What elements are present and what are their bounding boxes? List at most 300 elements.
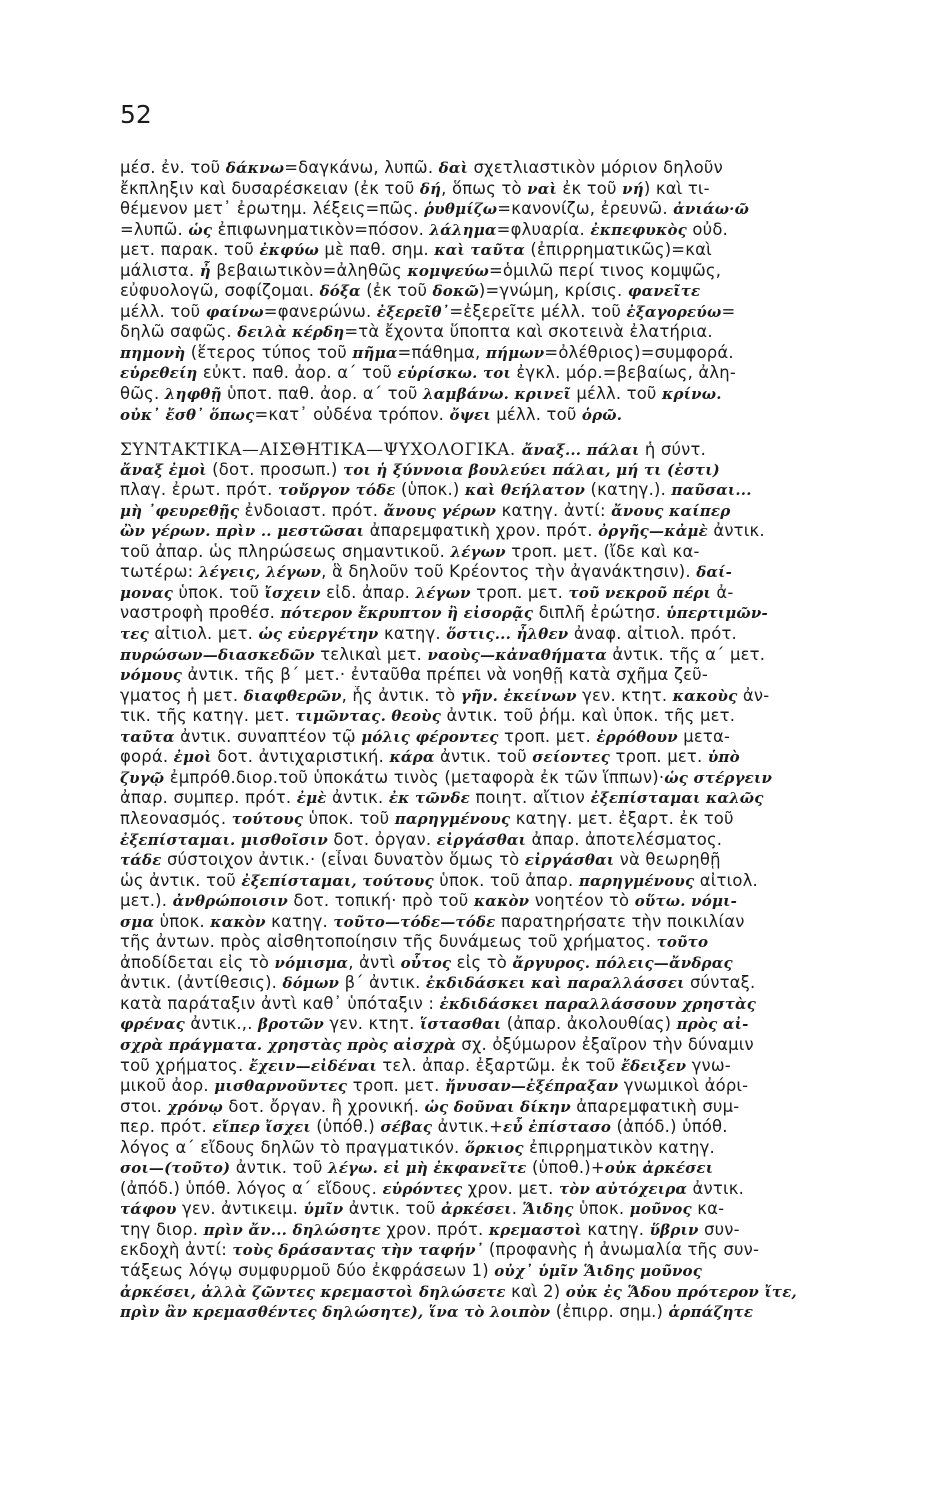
greek-term: πότερον ἔκρυπτον ἢ εἰσορᾷς	[280, 604, 534, 623]
vocabulary-block	[120, 158, 923, 425]
block2-line	[120, 501, 923, 522]
greek-term: ἀνθρώποισιν	[172, 892, 288, 911]
greek-term: ὄψει	[449, 405, 491, 424]
greek-term: διαφθερῶν	[243, 686, 342, 705]
greek-term: ἐκδιδάσκει παραλλάσσουν χρηστὰς	[439, 994, 757, 1013]
block1-line	[120, 302, 923, 323]
greek-term: ναὶ	[527, 179, 557, 198]
gloss-text: =φλυαρία.	[496, 219, 591, 239]
gloss-text: μετ. παρακ. τοῦ	[120, 240, 260, 260]
greek-term: σμα	[120, 912, 155, 931]
greek-term: ἁρπάζητε	[668, 1303, 754, 1322]
greek-term: εὑρόντες	[382, 1179, 463, 1198]
block2-line	[120, 830, 923, 851]
gloss-text: =	[721, 301, 736, 321]
greek-term: Ἅιδης	[522, 1200, 574, 1219]
gloss-text: ἀντικ. (ἀντίθεσις).	[120, 973, 283, 993]
greek-term: πημονὴ	[120, 343, 186, 362]
greek-term: ἐκδιδάσκει καὶ παραλλάσσει	[425, 974, 685, 993]
block2-line	[120, 542, 923, 563]
block1-line	[120, 179, 923, 200]
gloss-text: γνωμικοὶ ἀόρι-	[618, 1076, 749, 1096]
gloss-text: ἀ-	[710, 582, 734, 602]
commentary-text	[120, 158, 923, 1323]
gloss-text: τροπ. μετ. (ἴδε καὶ κα-	[505, 541, 700, 561]
gloss-text: ἀπαρ. συμπερ. πρότ.	[120, 788, 297, 808]
greek-term: σέβας	[380, 1118, 433, 1137]
gloss-text: ἀντικ.	[707, 521, 765, 541]
block2-line	[120, 1220, 923, 1241]
gloss-text: σχ. ὀξύμωρον ἐξαῖρον τὴν δύναμιν	[455, 1034, 754, 1054]
gloss-text: , ἧς ἀντικ. τὸ	[341, 685, 461, 705]
greek-term: λέγων	[450, 542, 506, 561]
gloss-text: μέλλ. τοῦ	[490, 404, 582, 424]
block2-line	[120, 562, 923, 583]
section-heading: ΣΥΝΤΑΚΤΙΚΑ—ΑΙΣΘΗΤΙΚΑ—ΨΥΧΟΛΟΓΙΚΑ.	[120, 439, 522, 460]
gloss-text: ἐνδοιαστ. πρότ.	[239, 500, 384, 520]
gloss-text: δηλῶ σαφῶς.	[120, 322, 238, 342]
greek-term: λάλημα	[429, 220, 497, 239]
greek-term: παρηγμένους	[394, 809, 511, 828]
gloss-text: ὑποτ. παθ. ἀορ. α΄ τοῦ	[221, 384, 423, 404]
gloss-text: ἀντικ. τοῦ	[343, 1199, 441, 1219]
greek-term: ὅρκιος	[464, 1138, 524, 1157]
gloss-text: ) καὶ τι-	[643, 178, 710, 198]
block2-line	[120, 439, 923, 460]
block2-line	[120, 706, 923, 727]
gloss-text: ἀντικ.	[687, 1178, 744, 1198]
gloss-text: αἰτιολ. μετ.	[148, 624, 259, 644]
gloss-text: (ἀπόδ.) ὑπόθ.	[611, 1117, 728, 1137]
gloss-text: ἀντικ.+	[432, 1117, 504, 1137]
gloss-text: τοῦ χρήματος.	[120, 1055, 249, 1075]
greek-term: μὴ ᾽φευρεθῇς	[120, 501, 240, 520]
greek-term: δοκῶ	[432, 282, 479, 301]
greek-term: ὕβριν	[649, 1220, 699, 1239]
block2-line	[120, 747, 923, 768]
gloss-text: μέλλ. τοῦ	[570, 384, 663, 404]
gloss-text: μικοῦ ἀορ.	[120, 1076, 215, 1096]
greek-term: ἴσχειν	[264, 583, 321, 602]
greek-term: ἐμὲ	[296, 789, 327, 808]
gloss-text: ἀπαρεμφατικὴ χρον. πρότ.	[364, 521, 599, 541]
block1-line	[120, 158, 923, 179]
gloss-text: τελ. ἀπαρ. ἐξαρτῶμ. ἐκ τοῦ	[376, 1055, 621, 1075]
gloss-text: ἐπιρρηματικὸν κατηγ.	[523, 1137, 715, 1157]
gloss-text: τικ. τῆς κατηγ. μετ.	[120, 706, 296, 726]
gloss-text: μετα-	[677, 726, 731, 746]
greek-term: πρὶν ἂν κρεμασθέντες δηλώσητε), ἵνα τὸ λοιπὸν	[120, 1303, 551, 1322]
greek-term: ὑμῖν	[303, 1200, 344, 1219]
greek-term: παρηγμένους	[578, 871, 695, 890]
greek-term: εἴπερ ἴσχει	[212, 1118, 311, 1137]
block2-line	[120, 686, 923, 707]
greek-term: ὑπὸ	[707, 748, 740, 767]
greek-term: λαμβάνω. κρινεῖ	[422, 385, 571, 404]
gloss-text: , ἃ δηλοῦν τοῦ Κρέοντος τὴν ἀγανάκτησιν).	[321, 562, 697, 582]
greek-term: οὕτω. νόμι-	[634, 892, 738, 911]
gloss-text: τηγ διορ.	[120, 1219, 204, 1239]
greek-term: φαίνω	[205, 302, 264, 321]
greek-term: δόξα	[319, 282, 361, 301]
gloss-text: β΄ ἀντικ.	[339, 973, 426, 993]
gloss-text: νοητέον τὸ	[529, 891, 635, 911]
gloss-text: τροπ. μετ.	[470, 582, 569, 602]
gloss-text: κα-	[691, 1199, 725, 1219]
greek-term: βροτῶν	[258, 1015, 324, 1034]
gloss-text: εκδοχὴ ἀντί:	[120, 1240, 233, 1260]
greek-term: οὐκ ἐς Ἅδου πρότερον ἴτε,	[565, 1282, 797, 1301]
gloss-text: εὐφυολογῶ, σοφίζομαι.	[120, 281, 320, 301]
gloss-text: ἡ σύντ.	[639, 440, 707, 460]
greek-term: νόμους	[120, 666, 183, 685]
greek-term: ναοὺς—κἀναθήματα	[427, 645, 608, 664]
greek-term: ἄνους γέρων	[383, 501, 497, 520]
block2-line	[120, 665, 923, 686]
block2-line	[120, 912, 923, 933]
greek-term: ὀργῆς—κἀμὲ	[598, 522, 708, 541]
block2-line	[120, 973, 923, 994]
greek-term: πρὶν ἄν... δηλώσητε	[203, 1220, 381, 1239]
greek-term: τες	[120, 625, 149, 644]
greek-term: εὑρεθείη	[120, 364, 198, 383]
gloss-text: (ἀπόδ.) ὑπόθ. λόγος α΄ εἴδους.	[120, 1178, 383, 1198]
block1-line	[120, 363, 923, 384]
section-gap	[120, 425, 923, 439]
block2-line	[120, 1056, 923, 1077]
gloss-text: λόγος α΄ εἴδους δηλῶν τὸ πραγματικόν.	[120, 1137, 465, 1157]
gloss-text: κατηγ.	[265, 911, 334, 931]
block2-line	[120, 994, 923, 1015]
greek-term: μοῦνος	[629, 1200, 692, 1219]
block2-line	[120, 624, 923, 645]
gloss-text: συν-	[698, 1219, 740, 1239]
greek-term: τοῦτο	[656, 933, 709, 952]
gloss-text: γεν. κτητ.	[323, 1014, 420, 1034]
greek-term: λέγων	[415, 583, 471, 602]
greek-term: ἔδειξεν	[620, 1056, 687, 1075]
greek-term: χρόνῳ	[167, 1097, 223, 1116]
gloss-text: τροπ. μετ.	[610, 747, 708, 767]
block2-line	[120, 603, 923, 624]
gloss-text: κατηγ.	[378, 624, 447, 644]
gloss-text: =δαγκάνω, λυπῶ.	[284, 158, 439, 177]
gloss-text: ἀντικ. συναπτέον τῷ	[174, 726, 362, 746]
block2-line	[120, 1179, 923, 1200]
block2-line	[120, 932, 923, 953]
greek-term: μόλις φέροντες	[361, 727, 499, 746]
gloss-text: σχετλιαστικὸν μόριον δηλοῦν	[468, 158, 723, 177]
block2-line	[120, 583, 923, 604]
greek-term: δόμων	[282, 974, 340, 993]
block2-line	[120, 645, 923, 666]
greek-term: τὸν αὐτόχειρα	[558, 1179, 688, 1198]
gloss-text: ἀντικ. τῆς α΄ μετ.	[607, 644, 766, 664]
block2-line	[120, 1199, 923, 1220]
greek-term: ἐκπεφυκὸς	[590, 220, 688, 239]
gloss-text: μέλλ. τοῦ	[120, 301, 206, 321]
gloss-text: (ὑποκ.)	[395, 480, 465, 500]
gloss-text: τάξεως λόγῳ συμφυρμοῦ δύο ἐκφράσεων 1)	[120, 1260, 495, 1280]
greek-term: δειλὰ κέρδη	[237, 323, 345, 342]
block2-line	[120, 1076, 923, 1097]
greek-term: ἔχειν—εἰδέναι	[248, 1056, 377, 1075]
greek-term: ἐξαγορεύω	[626, 302, 722, 321]
gloss-text: γματος ἡ μετ.	[120, 685, 244, 705]
greek-term: ἄργυρος. πόλεις—ἄνδρας	[512, 953, 733, 972]
block1-line	[120, 322, 923, 343]
greek-term: πυρώσων—διασκεδῶν	[120, 645, 315, 664]
gloss-text: =ἐξερεῖτε μέλλ. τοῦ	[449, 301, 627, 321]
greek-term: ἤνυσαν—ἐξέπραξαν	[445, 1077, 619, 1096]
greek-term: τοῦτο—τόδε—τόδε	[333, 912, 496, 931]
gloss-text: =πάθημα,	[397, 342, 486, 362]
greek-term: τάδε	[120, 851, 162, 870]
gloss-text: ὑποκ. τοῦ ἀπαρ.	[433, 870, 579, 890]
greek-term: καὶ θεήλατον	[464, 481, 586, 500]
greek-term: σχρὰ πράγματα. χρηστὰς πρὸς αἰσχρὰ	[120, 1035, 456, 1054]
gloss-text: =ὀλέθριος)=συμφορά.	[544, 342, 734, 362]
greek-term: ἐξεπίσταμαι, τούτους	[241, 871, 434, 890]
greek-term: ἄναξ ἐμοὶ	[120, 460, 207, 479]
gloss-text: δοτ. ὀργαν.	[327, 829, 437, 849]
gloss-text: μάλιστα.	[120, 260, 200, 280]
gloss-text: (ἐπιρρηματικῶς)=καὶ	[524, 240, 712, 260]
greek-term: εἰργάσθαι	[436, 830, 527, 849]
gloss-text: (κατηγ.).	[585, 480, 672, 500]
greek-term: ἦ	[199, 261, 211, 280]
gloss-text: κατηγ.	[581, 1219, 650, 1239]
gloss-text: χρον. πρότ.	[380, 1219, 489, 1239]
gloss-text: μέσ. ἐν. τοῦ	[120, 158, 226, 177]
block2-line	[120, 480, 923, 501]
gloss-text: ἀντικ. τοῦ ῥήμ. καὶ ὑποκ. τῆς μετ.	[441, 706, 736, 726]
block2-line	[120, 1261, 923, 1282]
greek-term: πήμων	[485, 343, 545, 362]
block2-line	[120, 1138, 923, 1159]
block2-line	[120, 727, 923, 748]
gloss-text: ἀντικ. τοῦ	[434, 747, 533, 767]
greek-term: κρίνω.	[662, 385, 722, 404]
gloss-text: εἰς τὸ	[451, 952, 513, 972]
gloss-text: οὐδ.	[687, 219, 728, 239]
gloss-text: =φανερώνω.	[263, 301, 377, 321]
gloss-text: )=γνώμη, κρίσις.	[478, 281, 628, 301]
greek-term: ἐξεπίσταμαι. μισθοῖσιν	[120, 830, 328, 849]
gloss-text: ὑποκ. τοῦ	[303, 808, 395, 828]
greek-term: ἄνους καίπερ	[611, 501, 731, 520]
greek-term: νή	[622, 179, 644, 198]
gloss-text: =κατ᾽ οὐδένα τρόπον.	[254, 404, 450, 424]
greek-term: παῦσαι...	[671, 481, 752, 500]
block2-line	[120, 1302, 923, 1323]
greek-term: τούτους	[231, 809, 304, 828]
greek-term: δάκνω	[225, 159, 285, 177]
block2-line	[120, 788, 923, 809]
gloss-text: αἰτιολ.	[694, 870, 758, 890]
gloss-text: τελικαὶ μετ.	[314, 644, 428, 664]
gloss-text: ἐγκλ. μόρ.=βεβαίως, ἀλη-	[510, 363, 737, 383]
greek-term: ῥυθμίζω	[424, 200, 498, 219]
greek-term: νόμισμα	[274, 953, 349, 972]
gloss-text: κατὰ παράταξιν ἀντὶ καθ᾽ ὑπόταξιν :	[120, 993, 440, 1013]
greek-term: οὐκ᾽ ἔσθ᾽ ὅπως	[120, 405, 255, 424]
block1-line	[120, 199, 923, 220]
gloss-text: διπλῆ ἐρώτησ.	[533, 603, 667, 623]
block1-line	[120, 343, 923, 364]
block1-line	[120, 405, 923, 426]
gloss-text: (ἕτερος τύπος τοῦ	[185, 342, 353, 362]
gloss-text: (ὑποθ.)+	[526, 1158, 605, 1178]
gloss-text: ναστροφὴ προθέσ.	[120, 603, 281, 623]
gloss-text: στοι.	[120, 1096, 168, 1116]
greek-term: λέγω. εἰ μὴ ἐκφανεῖτε	[327, 1159, 527, 1178]
gloss-text: ἐμπρόθ.διορ.τοῦ ὑποκάτω τινὸς (μεταφορὰ ἐκ τῶν ἵππων)·	[164, 767, 665, 787]
gloss-text: χρον. μετ.	[462, 1178, 559, 1198]
greek-term: τοῦ νεκροῦ πέρι	[568, 583, 711, 602]
block2-line	[120, 460, 923, 481]
gloss-text: τροπ. μετ.	[347, 1076, 445, 1096]
gloss-text: φορά.	[120, 747, 174, 767]
greek-term: ἀνιάω·ῶ	[673, 200, 750, 219]
gloss-text: εὐκτ. παθ. ἀορ. α΄ τοῦ	[197, 363, 398, 383]
greek-term: τοι ἡ ξύννοια βουλεύει πάλαι, μή τι (ἐστι)	[343, 460, 720, 479]
gloss-text: ἀντικ.,.	[184, 1014, 259, 1034]
gloss-text: =κανονίζω, ἐρευνῶ.	[497, 199, 674, 219]
greek-term: ἐκ τῶνδε	[388, 789, 470, 808]
greek-term: ζυγῷ	[120, 768, 165, 787]
gloss-text: ἀναφ. αἰτιολ. πρότ.	[568, 624, 737, 644]
greek-term: ὅστις...	[446, 625, 512, 644]
block2-line	[120, 1158, 923, 1179]
greek-term: ἐξεπίσταμαι καλῶς	[590, 789, 764, 808]
gloss-text: .	[511, 1199, 523, 1219]
greek-term: δαί-	[696, 563, 733, 582]
greek-term: ἐμοὶ	[173, 748, 212, 767]
greek-term: κάρα	[389, 748, 435, 767]
greek-term: μισθαρνοῦντες	[214, 1077, 348, 1096]
gloss-text: δοτ. τοπική· πρὸ τοῦ	[287, 891, 474, 911]
gloss-text: νὰ θεωρηθῇ	[614, 850, 721, 870]
greek-term: ὑπερτιμῶν-	[666, 604, 768, 623]
greek-term: ἄναξ... πάλαι	[521, 441, 640, 460]
greek-term: σοι—(τοῦτο)	[120, 1159, 231, 1178]
block2-line	[120, 1282, 923, 1303]
gloss-text: κατηγ. ἀντί:	[496, 500, 612, 520]
gloss-text: πλεονασμός.	[120, 808, 232, 828]
greek-term: μονας	[120, 583, 174, 602]
greek-term: ὡς	[188, 220, 213, 239]
gloss-text: εἰδ. ἀπαρ.	[320, 582, 416, 602]
gloss-text: κατηγ. μετ. ἐξαρτ. ἐκ τοῦ	[510, 808, 734, 828]
greek-term: κακοὺς	[672, 686, 738, 705]
gloss-text: ὑποκ.	[154, 911, 211, 931]
gloss-text: =ὁμιλῶ περί τινος κομψῶς,	[488, 260, 722, 280]
greek-term: πῆμα	[352, 343, 398, 362]
gloss-text: τοῦ ἀπαρ. ὡς πληρώσεως σημαντικοῦ.	[120, 541, 451, 561]
block2-line	[120, 768, 923, 789]
gloss-text: ἀντικ. τοῦ	[230, 1158, 328, 1178]
block2-line	[120, 1014, 923, 1035]
greek-term: ἀρκέσει, ἀλλὰ ζῶντες κρεμαστοὶ δηλώσετε	[120, 1282, 506, 1301]
block2-line	[120, 521, 923, 542]
gloss-text: δοτ. ἀντιχαριστική.	[211, 747, 390, 767]
greek-term: σείοντες	[532, 748, 611, 767]
gloss-text: ἀπαρεμφατικὴ συμ-	[570, 1096, 740, 1116]
gloss-text: (ἐπιρρ. σημ.)	[550, 1302, 669, 1322]
greek-term: κακὸν	[210, 912, 266, 931]
gloss-text: (ὑπόθ.)	[310, 1117, 381, 1137]
greek-term: δαὶ	[438, 159, 469, 177]
greek-term: εἰργάσθαι	[524, 851, 615, 870]
greek-term: κρεμαστοὶ	[488, 1220, 582, 1239]
greek-term: ὁρῶ.	[581, 405, 623, 424]
greek-term: κομψεύω	[407, 261, 489, 280]
gloss-text: γνω-	[686, 1055, 731, 1075]
gloss-text: , ὅπως τὸ	[441, 178, 528, 198]
greek-term: εὖ ἐπίστασο	[503, 1118, 612, 1137]
gloss-text: περ. πρότ.	[120, 1117, 213, 1137]
gloss-text: ὑποκ. τοῦ	[173, 582, 265, 602]
gloss-text: (προφανὴς ἡ ἀνωμαλία τῆς συν-	[483, 1240, 760, 1260]
gloss-text: καὶ 2)	[505, 1281, 566, 1301]
block1-line	[120, 220, 923, 241]
gloss-text: ἀπαρ. ἀποτελέσματος.	[526, 829, 723, 849]
gloss-text: ἀν-	[737, 685, 770, 705]
block2-line	[120, 809, 923, 830]
greek-term: οὗτος	[400, 953, 452, 972]
gloss-text: =τὰ ἔχοντα ὕποπτα καὶ σκοτεινὰ ἐλατήρια.	[344, 322, 713, 342]
gloss-text: μὲ παθ. σημ.	[318, 240, 435, 260]
gloss-text: (ἐκ τοῦ	[360, 281, 433, 301]
gloss-text: θέμενον μετ᾽ ἐρωτημ. λέξεις=πῶς.	[120, 199, 425, 219]
block2-line	[120, 1117, 923, 1138]
gloss-text: ἐπιφωνηματικὸν=πόσον.	[212, 219, 430, 239]
greek-term: ἐρρόθουν	[596, 727, 678, 746]
greek-term: τοὔργον τόδε	[277, 481, 396, 500]
gloss-text: =λυπῶ.	[120, 219, 189, 239]
greek-term: τοὺς δράσαντας τὴν ταφήν᾽	[232, 1241, 484, 1260]
gloss-text: ὑποκ.	[573, 1199, 630, 1219]
gloss-text: βεβαιωτικὸν=ἀληθῶς	[210, 260, 408, 280]
gloss-text: μετ.).	[120, 891, 173, 911]
gloss-text: , ἀντὶ	[348, 952, 401, 972]
gloss-text: ποιητ. αἴτιον	[469, 788, 591, 808]
gloss-text: ἀντικ. τῆς β΄ μετ.· ἐνταῦθα πρέπει νὰ νοηθῇ κατὰ σχῆμα ζεῦ-	[182, 665, 708, 685]
block1-line	[120, 240, 923, 261]
gloss-text: ὡς ἀντικ. τοῦ	[120, 870, 242, 890]
gloss-text: (ἀπαρ. ἀκολουθίας)	[501, 1014, 677, 1034]
block2-line	[120, 953, 923, 974]
greek-term: ὡς στέργειν	[664, 768, 773, 787]
block2-line	[120, 1240, 923, 1261]
gloss-text: ἀποδίδεται εἰς τὸ	[120, 952, 275, 972]
block2-line	[120, 850, 923, 871]
block1-line	[120, 384, 923, 405]
gloss-text: ἔκπληξιν καὶ δυσαρέσκειαν (ἐκ τοῦ	[120, 178, 420, 198]
gloss-text: παρατηρήσατε τὴν ποικιλίαν	[495, 911, 745, 931]
greek-term: δή	[419, 179, 442, 198]
greek-term: ταῦτα	[120, 727, 175, 746]
greek-term: ἀρκέσει	[440, 1200, 512, 1219]
gloss-text: σύνταξ.	[684, 973, 756, 993]
greek-term: γῆν. ἐκείνων	[460, 686, 577, 705]
greek-term: ἵστασθαι	[419, 1015, 502, 1034]
greek-term: ὡς εὐεργέτην	[258, 625, 379, 644]
block2-line	[120, 1035, 923, 1056]
page-number: 52	[120, 100, 152, 129]
gloss-text: πλαγ. ἐρωτ. πρότ.	[120, 480, 278, 500]
